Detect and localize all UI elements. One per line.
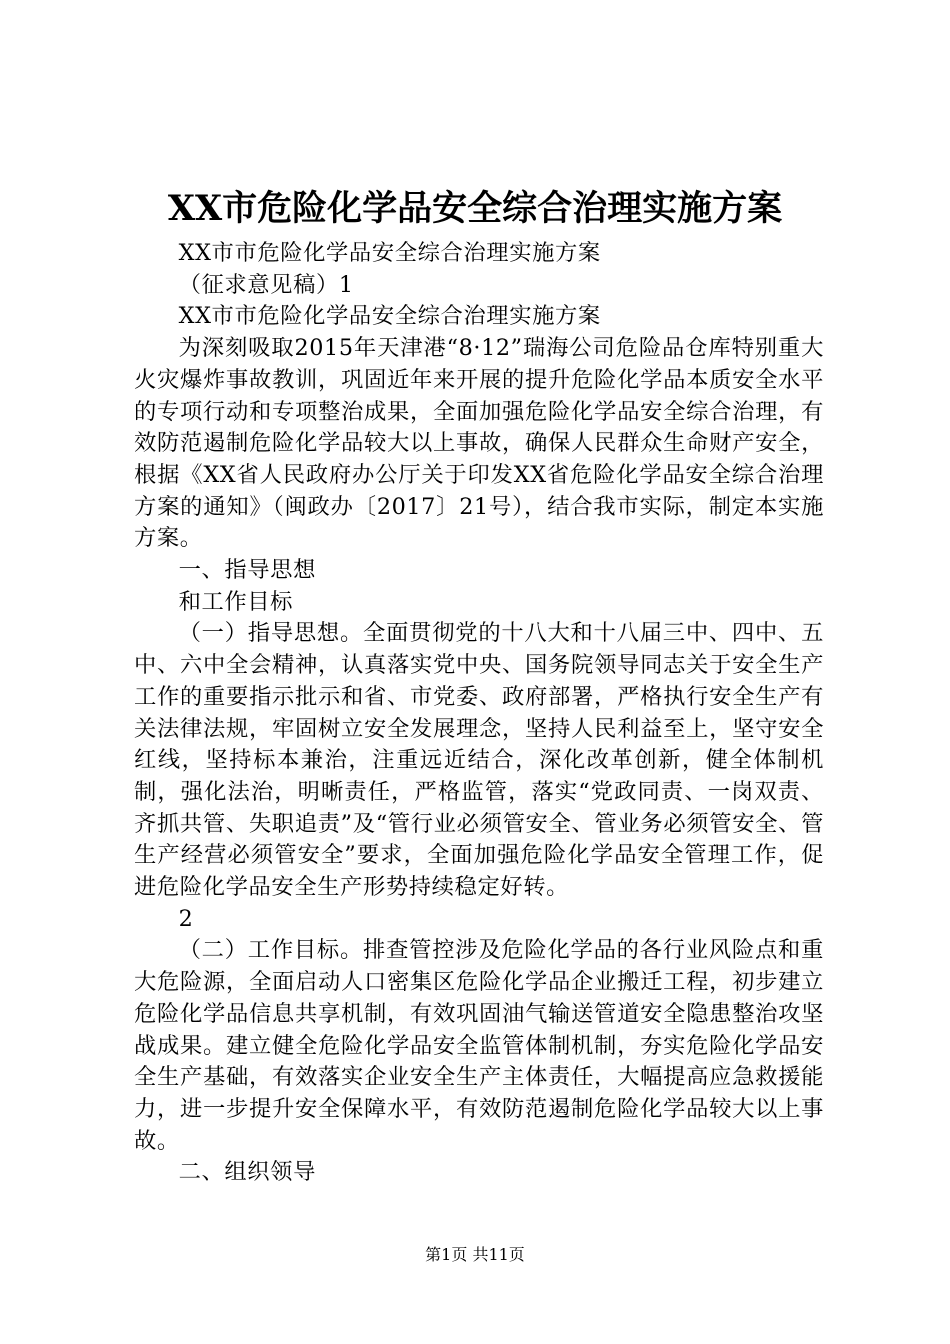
inline-number: 2 [178,905,194,932]
document-body [134,238,824,1189]
section-heading: 一、指导思想 [178,557,316,584]
document-title: XX市危险化学品安全综合治理实施方案 [167,188,783,229]
page-footer: 第1页 共11页 [425,1245,525,1264]
work-goals-paragraph: （二）工作目标。排查管控涉及危险化学品的各行业风险点和重大危险源，全面启动人口密集区危险化学品企业搬迁工程，初步建立危险化学品信息共享机制，有效巩固油气输送管道安全隐患整治攻坚战成果。建立健全危险化学品安全监管体制机制，夯实危险化学品安全生产基础，有效落实企业安全生产主体责任，大幅提高应急救援能力，进一步提升安全保障水平，有效防范遏制危险化学品较大以上事故。 [134,937,824,1154]
intro-paragraph: 为深刻吸取2015年天津港“8·12”瑞海公司危险品仓库特别重大火灾爆炸事故教训，巩固近年来开展的提升危险化学品本质安全水平的专项行动和专项整治成果，全面加强危险化学品安全综合治理，有效防范遏制危险化学品较大以上事故，确保人民群众生命财产安全，根据《XX省人民政府办公厅关于印发XX省危险化学品安全综合治理方案的通知》（闽政办〔2017〕21号），结合我市实际，制定本实施方案。 [134,335,824,552]
subtitle-line-repeat: XX市市危险化学品安全综合治理实施方案 [178,303,601,330]
guiding-ideology-paragraph: （一）指导思想。全面贯彻党的十八大和十八届三中、四中、五中、六中全会精神，认真落实党中央、国务院领导同志关于安全生产工作的重要指示批示和省、市党委、政府部署，严格执行安全生产有关法律法规，牢固树立安全发展理念，坚持人民利益至上，坚守安全红线，坚持标本兼治，注重远近结合，深化改革创新，健全体制机制，强化法治，明晰责任，严格监管，落实“党政同责、一岗双责、齐抓共管、失职追责”及“管行业必须管安全、管业务必须管安全、管生产经营必须管安全”要求，全面加强危险化学品安全管理工作，促进危险化学品安全生产形势持续稳定好转。 [134,620,824,901]
section-heading: 二、组织领导 [178,1159,316,1186]
subtitle-line: XX市市危险化学品安全综合治理实施方案 [178,240,601,266]
draft-note: （征求意见稿）1 [178,271,354,298]
section-heading-continued: 和工作目标 [178,588,294,615]
